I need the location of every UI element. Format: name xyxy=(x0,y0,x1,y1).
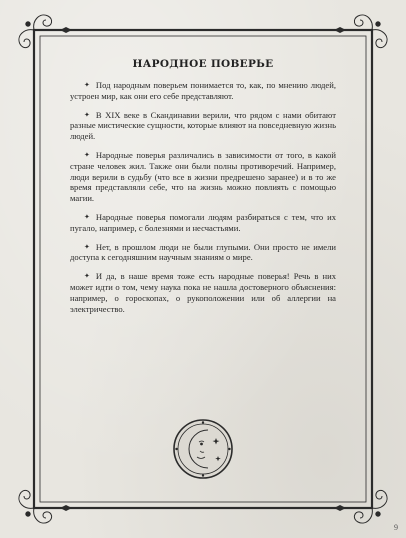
moon-medallion-icon xyxy=(172,418,234,480)
page-number: 9 xyxy=(394,523,398,532)
paragraph: ✦ И да, в наше время тоже есть народные поверья! Речь в них может идти о том, чему наука пока не нашла достоверного объяснения: например, о гороскопах, о рукоположении или об аллергии на электричество. xyxy=(70,271,336,314)
paragraph: ✦ Народные поверья различались в зависимости от того, в какой стране человек жил. Также они были полны противоречий. Например, люди верили в судьбу (что все в жизни предрешено заранее) и в то же время представляли себе, что на жизнь можно повлиять с помощью магии. xyxy=(70,149,336,204)
bullet-icon: ✦ xyxy=(84,242,90,251)
paragraph: ✦ В XIX веке в Скандинавии верили, что рядом с нами обитают разные мистические сущности, которые влияют на повседневную жизнь людей. xyxy=(70,109,336,142)
bullet-icon: ✦ xyxy=(84,81,90,89)
bullet-icon: ✦ xyxy=(84,212,90,221)
paragraph: ✦ Под народным поверьем понимается то, как, по мнению людей, устроен мир, как они его себе представляют. xyxy=(70,80,336,101)
paragraph: ✦ Нет, в прошлом люди не были глупыми. Они просто не имели доступа к сегодняшним научным знаниям о мире. xyxy=(70,241,336,263)
bullet-icon: ✦ xyxy=(84,150,90,159)
page-title: НАРОДНОЕ ПОВЕРЬЕ xyxy=(132,58,274,70)
bullet-icon: ✦ xyxy=(84,272,90,281)
bullet-icon: ✦ xyxy=(84,110,90,119)
paragraph: ✦ Народные поверья помогали людям разбираться с тем, что их пугало, например, с болезнями и несчастьями. xyxy=(70,211,336,233)
text-block xyxy=(70,58,336,322)
